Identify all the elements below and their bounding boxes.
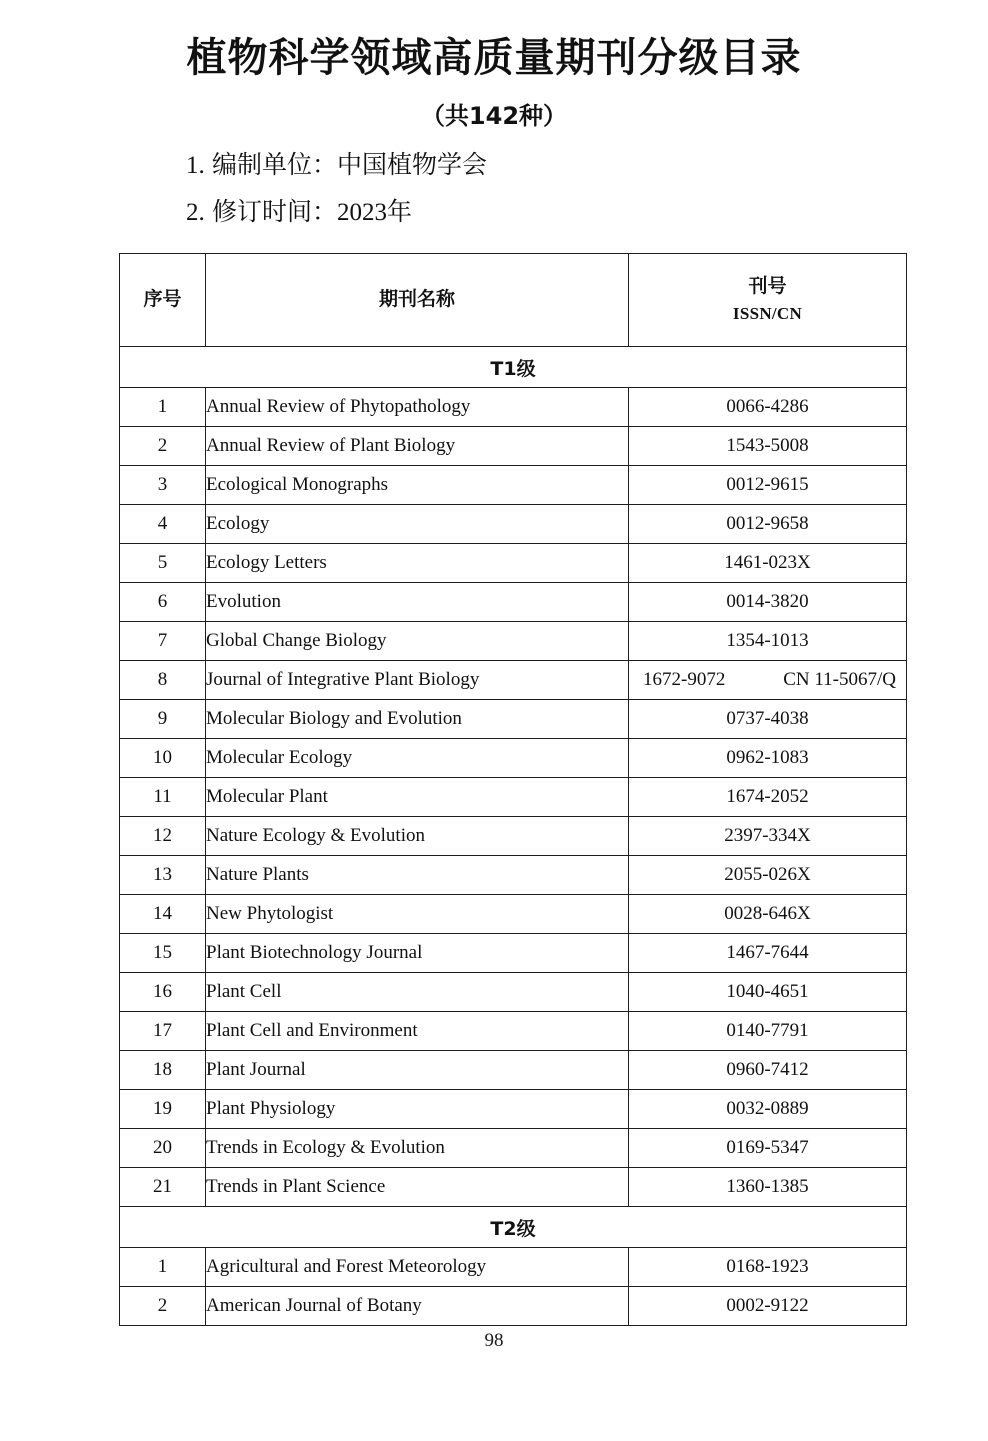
table-header-row [120, 254, 907, 347]
table-row [120, 1051, 907, 1090]
section-label: T2级 [120, 1207, 907, 1248]
row-cn-value: CN 11-5067/Q [783, 669, 896, 690]
row-sequence-number: 1 [120, 388, 206, 427]
journal-table [119, 253, 907, 1326]
row-journal-name: Plant Biotechnology Journal [206, 934, 629, 973]
row-sequence-number: 4 [120, 505, 206, 544]
meta-line-1-text: 编制单位：中国植物学会 [212, 152, 488, 179]
row-sequence-number: 10 [120, 739, 206, 778]
table-row [120, 817, 907, 856]
table-row [120, 856, 907, 895]
column-header-seq: 序号 [120, 254, 206, 347]
table-row [120, 1248, 907, 1287]
meta-line-1-number: 1. [186, 152, 205, 179]
row-issn-value: 1672-9072 [643, 669, 726, 690]
page-subtitle: （共142种） [420, 102, 568, 130]
row-sequence-number: 19 [120, 1090, 206, 1129]
row-journal-name: Nature Plants [206, 856, 629, 895]
table-row [120, 1168, 907, 1207]
row-journal-name: Ecological Monographs [206, 466, 629, 505]
row-issn: 0014-3820 [629, 583, 907, 622]
row-issn: 2397-334X [629, 817, 907, 856]
row-journal-name: Plant Physiology [206, 1090, 629, 1129]
page-title: 植物科学领域高质量期刊分级目录 [186, 35, 802, 81]
row-journal-name: Journal of Integrative Plant Biology [206, 661, 629, 700]
table-row [120, 895, 907, 934]
row-journal-name: Ecology Letters [206, 544, 629, 583]
journal-table-body [120, 254, 907, 1326]
row-journal-name: Annual Review of Phytopathology [206, 388, 629, 427]
row-sequence-number: 16 [120, 973, 206, 1012]
row-sequence-number: 11 [120, 778, 206, 817]
row-issn: 1040-4651 [629, 973, 907, 1012]
row-sequence-number: 6 [120, 583, 206, 622]
table-row [120, 505, 907, 544]
row-journal-name: Annual Review of Plant Biology [206, 427, 629, 466]
row-issn: 0962-1083 [629, 739, 907, 778]
table-row [120, 1287, 907, 1326]
column-header-name: 期刊名称 [206, 254, 629, 347]
row-issn-split [635, 669, 900, 691]
meta-line-2-text: 修订时间：2023年 [212, 199, 413, 226]
row-issn: 0140-7791 [629, 1012, 907, 1051]
row-journal-name: Molecular Biology and Evolution [206, 700, 629, 739]
row-sequence-number: 21 [120, 1168, 206, 1207]
row-issn: 0737-4038 [629, 700, 907, 739]
page-number: 98 [484, 1330, 504, 1351]
section-header-row [120, 1207, 907, 1248]
meta-block [0, 131, 988, 225]
row-sequence-number: 12 [120, 817, 206, 856]
table-row [120, 583, 907, 622]
row-sequence-number: 20 [120, 1129, 206, 1168]
meta-line-2 [0, 200, 988, 225]
row-sequence-number: 18 [120, 1051, 206, 1090]
row-issn: 0066-4286 [629, 388, 907, 427]
row-issn: 1543-5008 [629, 427, 907, 466]
row-sequence-number: 17 [120, 1012, 206, 1051]
row-journal-name: Plant Journal [206, 1051, 629, 1090]
table-row [120, 466, 907, 505]
row-issn: 0002-9122 [629, 1287, 907, 1326]
table-row [120, 934, 907, 973]
row-sequence-number: 9 [120, 700, 206, 739]
table-row [120, 778, 907, 817]
row-journal-name: Molecular Plant [206, 778, 629, 817]
row-sequence-number: 14 [120, 895, 206, 934]
section-label: T1级 [120, 347, 907, 388]
table-row [120, 544, 907, 583]
table-row [120, 661, 907, 700]
row-journal-name: Molecular Ecology [206, 739, 629, 778]
row-journal-name: Plant Cell and Environment [206, 1012, 629, 1051]
row-issn: 0028-646X [629, 895, 907, 934]
column-header-issn [629, 254, 907, 347]
row-issn: 0032-0889 [629, 1090, 907, 1129]
row-sequence-number: 8 [120, 661, 206, 700]
table-row [120, 622, 907, 661]
row-sequence-number: 7 [120, 622, 206, 661]
row-issn: 1354-1013 [629, 622, 907, 661]
table-row [120, 388, 907, 427]
row-issn: 1674-2052 [629, 778, 907, 817]
row-issn: 0012-9615 [629, 466, 907, 505]
column-header-issn-sub: ISSN/CN [732, 304, 803, 324]
row-sequence-number: 3 [120, 466, 206, 505]
row-journal-name: Global Change Biology [206, 622, 629, 661]
meta-line-2-number: 2. [186, 199, 205, 226]
row-issn: 0168-1923 [629, 1248, 907, 1287]
column-header-issn-main: 刊号 [748, 274, 787, 297]
row-journal-name: American Journal of Botany [206, 1287, 629, 1326]
meta-line-1 [0, 153, 988, 178]
row-issn: 1461-023X [629, 544, 907, 583]
row-issn: 2055-026X [629, 856, 907, 895]
row-sequence-number: 13 [120, 856, 206, 895]
table-row [120, 700, 907, 739]
table-row [120, 1090, 907, 1129]
row-sequence-number: 2 [120, 1287, 206, 1326]
section-header-row [120, 347, 907, 388]
row-issn: 0960-7412 [629, 1051, 907, 1090]
row-journal-name: Trends in Ecology & Evolution [206, 1129, 629, 1168]
row-issn: 0169-5347 [629, 1129, 907, 1168]
row-issn [629, 661, 907, 700]
row-journal-name: Plant Cell [206, 973, 629, 1012]
row-journal-name: Trends in Plant Science [206, 1168, 629, 1207]
table-row [120, 427, 907, 466]
row-journal-name: Ecology [206, 505, 629, 544]
row-sequence-number: 1 [120, 1248, 206, 1287]
row-journal-name: New Phytologist [206, 895, 629, 934]
row-sequence-number: 5 [120, 544, 206, 583]
journal-table-container [119, 253, 906, 1326]
table-row [120, 1012, 907, 1051]
row-sequence-number: 15 [120, 934, 206, 973]
row-issn: 1467-7644 [629, 934, 907, 973]
row-issn: 0012-9658 [629, 505, 907, 544]
table-row [120, 973, 907, 1012]
row-sequence-number: 2 [120, 427, 206, 466]
row-journal-name: Agricultural and Forest Meteorology [206, 1248, 629, 1287]
row-journal-name: Nature Ecology & Evolution [206, 817, 629, 856]
table-row [120, 1129, 907, 1168]
row-journal-name: Evolution [206, 583, 629, 622]
table-row [120, 739, 907, 778]
row-issn: 1360-1385 [629, 1168, 907, 1207]
